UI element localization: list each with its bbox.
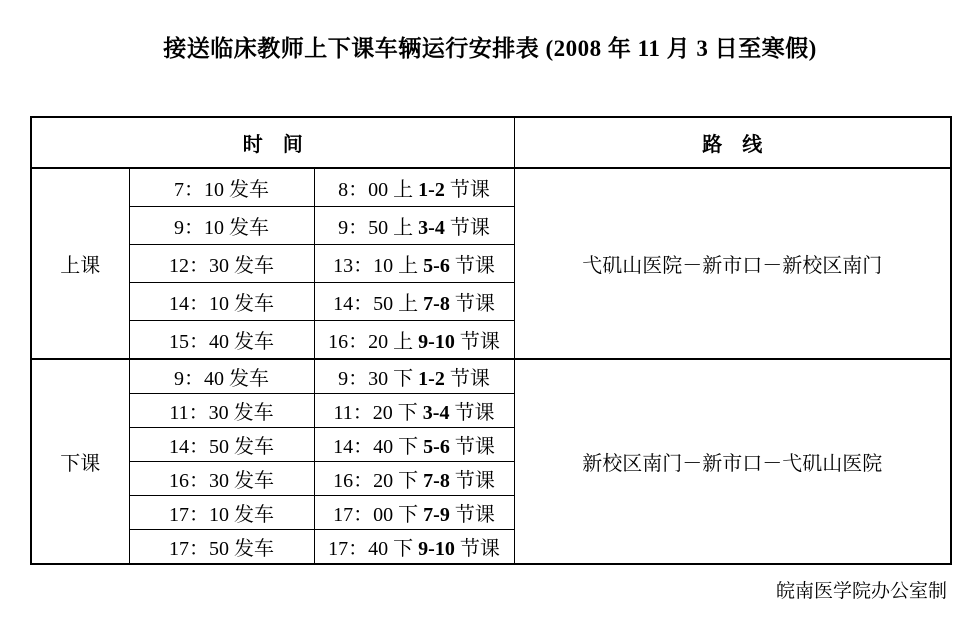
- table-header-row: [31, 117, 951, 168]
- class-suffix: 节课: [454, 470, 495, 492]
- class-periods: 7-8: [423, 470, 450, 492]
- depart-time-cell: 14：10 发车: [129, 283, 314, 321]
- class-time-cell: [314, 207, 514, 245]
- class-suffix: 节课: [449, 217, 490, 239]
- depart-time-cell: 11：30 发车: [129, 394, 314, 428]
- class-time-text: 9：50 上: [338, 217, 414, 239]
- class-time-text: 14：50 上: [333, 293, 419, 315]
- class-time-cell: [314, 321, 514, 360]
- class-time-cell: [314, 394, 514, 428]
- route-cell-after-class: 新校区南门－新市口－弋矶山医院: [514, 359, 951, 564]
- group-label-after-class: 下课: [31, 359, 129, 564]
- class-time-text: 17：00 下: [333, 504, 419, 526]
- depart-time-cell: 16：30 发车: [129, 462, 314, 496]
- class-periods: 9-10: [418, 538, 455, 560]
- class-time-text: 8：00 上: [338, 179, 414, 201]
- depart-time-cell: 15：40 发车: [129, 321, 314, 360]
- class-periods: 1-2: [418, 179, 445, 201]
- class-suffix: 节课: [459, 331, 500, 353]
- page-title: 接送临床教师上下课车辆运行安排表 (2008 年 11 月 3 日至寒假): [163, 36, 817, 61]
- depart-time-cell: 12：30 发车: [129, 245, 314, 283]
- class-time-cell: [314, 530, 514, 565]
- class-suffix: 节课: [459, 538, 500, 560]
- class-time-cell: [314, 168, 514, 207]
- route-column-header: 路 线: [514, 117, 951, 168]
- class-suffix: 节课: [449, 179, 490, 201]
- class-time-cell: [314, 245, 514, 283]
- table-row: [31, 359, 951, 394]
- depart-time-cell: 17：10 发车: [129, 496, 314, 530]
- depart-time-cell: 9：40 发车: [129, 359, 314, 394]
- class-suffix: 节课: [454, 504, 495, 526]
- class-time-text: 9：30 下: [338, 368, 414, 390]
- class-periods: 3-4: [418, 217, 445, 239]
- route-cell-to-class: 弋矶山医院－新市口－新校区南门: [514, 168, 951, 359]
- time-column-header: 时 间: [31, 117, 514, 168]
- class-time-cell: [314, 496, 514, 530]
- class-periods: 9-10: [418, 331, 455, 353]
- class-time-text: 16：20 上: [328, 331, 414, 353]
- bus-schedule-table: [30, 116, 952, 565]
- class-time-text: 13：10 上: [333, 255, 419, 277]
- class-suffix: 节课: [454, 255, 495, 277]
- class-periods: 5-6: [423, 436, 450, 458]
- class-suffix: 节课: [454, 436, 495, 458]
- class-time-cell: [314, 283, 514, 321]
- class-time-text: 17：40 下: [328, 538, 414, 560]
- table-row: [31, 168, 951, 207]
- class-periods: 1-2: [418, 368, 445, 390]
- class-periods: 5-6: [423, 255, 450, 277]
- class-time-cell: [314, 428, 514, 462]
- class-time-text: 11：20 下: [333, 402, 418, 424]
- class-suffix: 节课: [454, 293, 495, 315]
- class-periods: 7-8: [423, 293, 450, 315]
- class-suffix: 节课: [454, 402, 495, 424]
- class-periods: 3-4: [422, 402, 450, 424]
- class-time-cell: [314, 462, 514, 496]
- depart-time-cell: 17：50 发车: [129, 530, 314, 565]
- depart-time-cell: 9：10 发车: [129, 207, 314, 245]
- class-periods: 7-9: [423, 504, 450, 526]
- class-time-text: 14：40 下: [333, 436, 419, 458]
- class-suffix: 节课: [449, 368, 490, 390]
- class-time-cell: [314, 359, 514, 394]
- footer-issuer: 皖南医学院办公室制: [775, 581, 947, 602]
- depart-time-cell: 14：50 发车: [129, 428, 314, 462]
- class-time-text: 16：20 下: [333, 470, 419, 492]
- group-label-to-class: 上课: [31, 168, 129, 359]
- depart-time-cell: 7：10 发车: [129, 168, 314, 207]
